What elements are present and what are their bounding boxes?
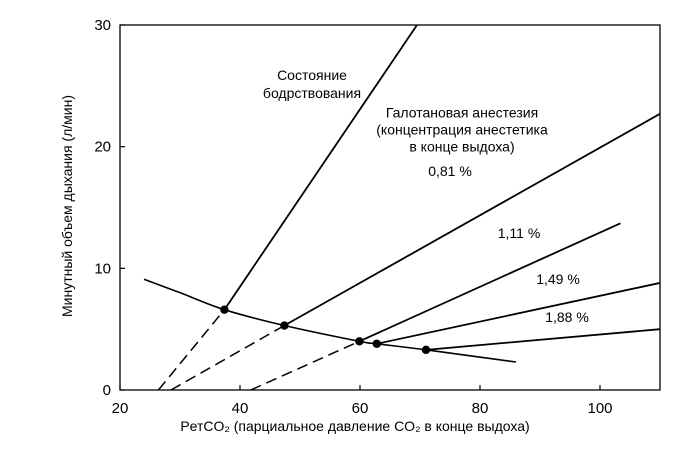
annotation-0: Состояние [277,66,347,83]
data-point-0 [220,306,228,314]
y-tick-label-3: 30 [94,17,111,34]
annotation-2: Галотановая анестезия [385,104,539,121]
series-dashed-1 [171,326,284,390]
plot-frame [120,25,660,390]
data-point-4 [422,346,430,354]
annotation-6: 1,11 % [497,224,541,241]
annotation-5: 0,81 % [428,162,472,179]
plot-area [120,25,660,390]
series-dashed-2 [251,341,360,390]
annotations [263,67,589,325]
y-tick-label-1: 10 [94,260,111,278]
x-tick-label-0: 20 [111,400,129,417]
y-tick-label-0: 0 [102,382,111,399]
y-axis-title: Минутный объем дыхания (л/мин) [59,95,75,317]
annotation-8: 1,88 % [545,308,589,325]
series-line-4 [426,329,660,350]
data-point-3 [373,340,381,348]
x-tick-label-2: 60 [351,400,369,417]
annotation-7: 1,49 % [536,271,580,288]
ventilation-curve [144,279,516,362]
data-point-2 [355,337,363,345]
x-axis-title: PетCO₂ (парциальное давление CO₂ в конце выдоха) [180,418,530,434]
y-tick-label-2: 20 [94,138,111,156]
series-lines [144,25,660,390]
x-tick-label-3: 80 [471,400,489,417]
annotation-3: (концентрация анестетика [376,121,548,138]
annotation-1: бодрствования [262,85,362,101]
x-tick-label-1: 40 [231,400,249,417]
x-tick-label-4: 100 [587,400,613,417]
annotation-4: в конце выдоха) [409,138,515,155]
data-point-1 [280,321,288,329]
